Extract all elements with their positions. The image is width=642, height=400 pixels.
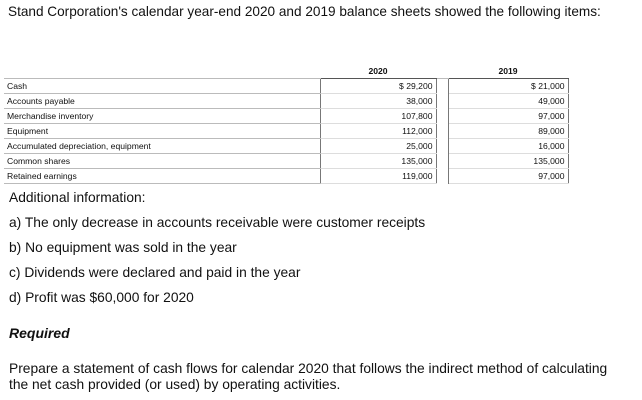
row-label: Common shares [4,154,320,169]
value-2019: 97,000 [448,169,568,184]
table-row [4,139,568,154]
additional-item-c: c) Dividends were declared and paid in the year [9,265,301,280]
value-2019: 49,000 [448,94,568,109]
table-row [4,124,568,139]
value-2020: 38,000 [320,94,436,109]
value-2019: 89,000 [448,124,568,139]
value-2019: 16,000 [448,139,568,154]
label-column-header [4,64,320,79]
balance-sheet-table [4,64,569,184]
table-row [4,109,568,124]
value-2019: 97,000 [448,109,568,124]
row-label: Cash [4,79,320,94]
value-2020: 135,000 [320,154,436,169]
additional-item-a: a) The only decrease in accounts receivable were customer receipts [9,215,426,230]
table-row [4,169,568,184]
additional-info-heading: Additional information: [9,190,146,205]
row-label: Retained earnings [4,169,320,184]
row-label: Accounts payable [4,94,320,109]
table-row [4,94,568,109]
value-2020: 112,000 [320,124,436,139]
value-2020: 119,000 [320,169,436,184]
table-row [4,154,568,169]
additional-item-d: d) Profit was $60,000 for 2020 [9,290,194,305]
value-2020: 107,800 [320,109,436,124]
year-2020-header: 2020 [320,64,436,79]
year-2019-header: 2019 [448,64,568,79]
row-label: Merchandise inventory [4,109,320,124]
row-label: Accumulated depreciation, equipment [4,139,320,154]
additional-item-b: b) No equipment was sold in the year [9,240,237,255]
row-label: Equipment [4,124,320,139]
value-2019: $ 21,000 [448,79,568,94]
required-instructions: Prepare a statement of cash flows for calendar 2020 that follows the indirect method of calculating the net cash provided (or used) by operating activities. [9,361,608,392]
value-2020: $ 29,200 [320,79,436,94]
value-2020: 25,000 [320,139,436,154]
required-heading: Required [9,325,70,341]
problem-intro: Stand Corporation's calendar year-end 2020 and 2019 balance sheets showed the following items: [8,4,601,19]
value-2019: 135,000 [448,154,568,169]
table-row [4,79,568,94]
